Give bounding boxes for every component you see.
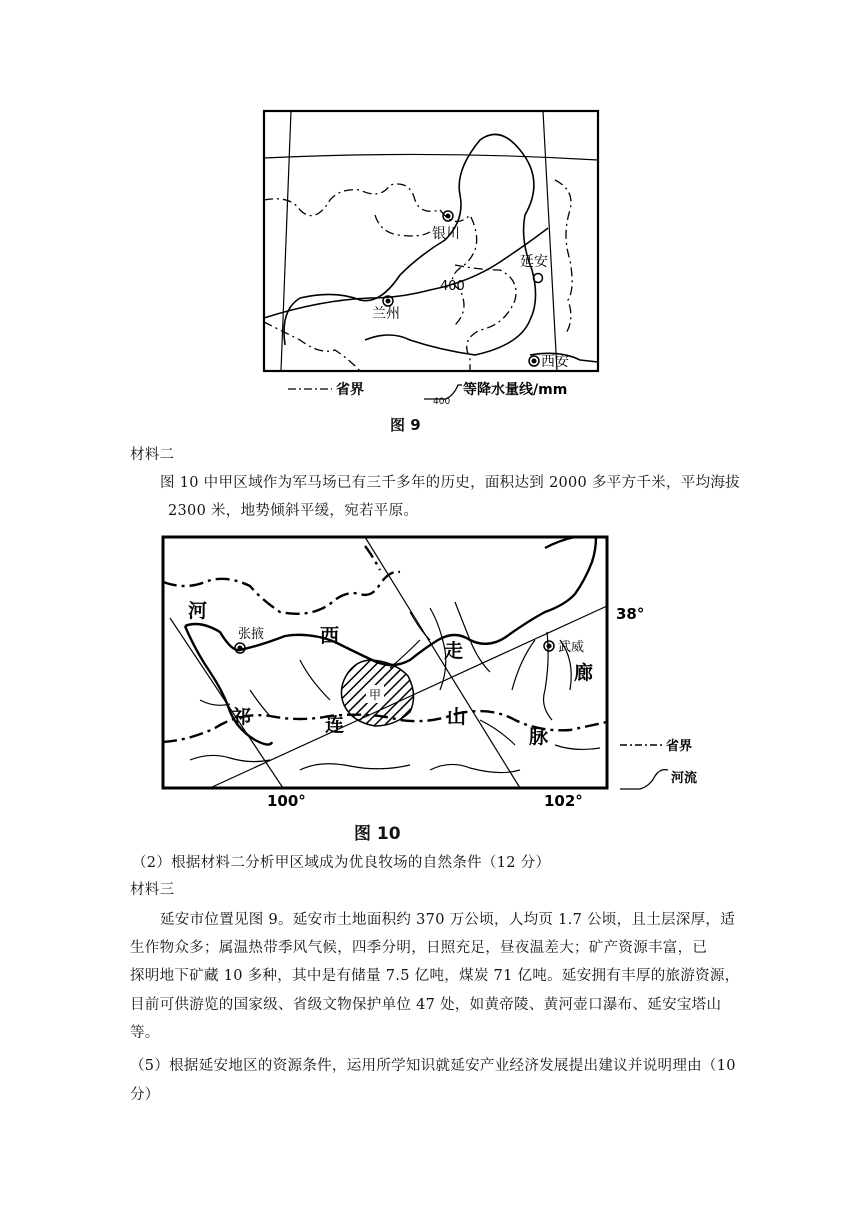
material-3-line-3: 探明地下矿藏 10 多种，其中是有储量 7.5 亿吨，煤炭 71 亿吨。延安拥有丰厚的旅游资源， (130, 968, 740, 984)
corridor-char-lang: 廊 (574, 662, 594, 684)
figure-9-caption: 图 9 (390, 416, 421, 434)
map-10-legend (620, 738, 697, 789)
map-9-graticule (264, 111, 598, 371)
isoline-value-label: 400 (440, 279, 465, 294)
material-3-line-5: 等。 (130, 1025, 160, 1041)
material-3-line-1: 延安市位置见图 9。延安市土地面积约 370 万公顷，人均页 1.7 公顷，且土层深厚，适 (160, 912, 736, 928)
question-2: （2）根据材料二分析甲区域成为优良牧场的自然条件（12 分） (132, 855, 551, 871)
question-5-line-2: 分） (130, 1087, 160, 1103)
material-2-heading: 材料二 (130, 447, 175, 463)
city-label-zhangye: 张掖 (238, 627, 265, 642)
figure-9-map (0, 0, 860, 440)
range-char-lian: 连 (325, 714, 345, 736)
legend-province-label: 省界 (336, 382, 364, 398)
material-3-line-4: 目前可供游览的国家级、省级文物保护单位 47 处，如黄帝陵、黄河壶口瀑布、延安宝塔山 (130, 997, 722, 1013)
corridor-char-xi: 西 (320, 625, 340, 647)
lon-label-102: 102° (544, 792, 583, 810)
city-label-lanzhou: 兰州 (372, 306, 400, 322)
city-label-wuwei: 武威 (558, 640, 585, 655)
material-3-line-2: 生作物众多；属温热带季风气候，四季分明，日照充足，昼夜温差大；矿产资源丰富，已 (130, 940, 708, 956)
map-9-frame (264, 111, 598, 371)
range-char-shan: 山 (447, 706, 467, 728)
legend-river-label: 河流 (671, 771, 698, 786)
region-jia-label: 甲 (369, 688, 382, 702)
map-10-city-markers (235, 641, 554, 653)
city-label-yinchuan: 银川 (432, 226, 460, 242)
range-char-qi: 祁 (232, 706, 252, 728)
city-label-yanan: 延安 (520, 254, 548, 270)
city-label-xian: 西安 (541, 354, 569, 370)
figure-10-map (0, 528, 860, 848)
legend-isoline-label: 等降水量线/mm (463, 382, 568, 398)
material-2-line-2: 2300 米，地势倾斜平缓，宛若平原。 (168, 503, 419, 519)
corridor-char-zou: 走 (444, 640, 464, 662)
material-3-heading: 材料三 (130, 882, 175, 898)
material-2-line-1: 图 10 中甲区域作为军马场已有三千多年的历史，面积达到 2000 多平方千米，平均海拔 (160, 475, 740, 491)
yanan-marker (534, 274, 543, 283)
legend-province-label: 省界 (666, 739, 693, 754)
map-9-legend (288, 381, 567, 407)
lat-label-38: 38° (616, 605, 645, 623)
figure-10-caption: 图 10 (354, 824, 401, 844)
lon-label-100: 100° (267, 792, 306, 810)
range-char-mai: 脉 (529, 726, 549, 748)
question-5-line-1: （5）根据延安地区的资源条件，运用所学知识就延安产业经济发展提出建议并说明理由（10 (130, 1058, 736, 1074)
corridor-char-he: 河 (188, 600, 208, 622)
legend-isoline-sample: 400 (433, 397, 451, 407)
